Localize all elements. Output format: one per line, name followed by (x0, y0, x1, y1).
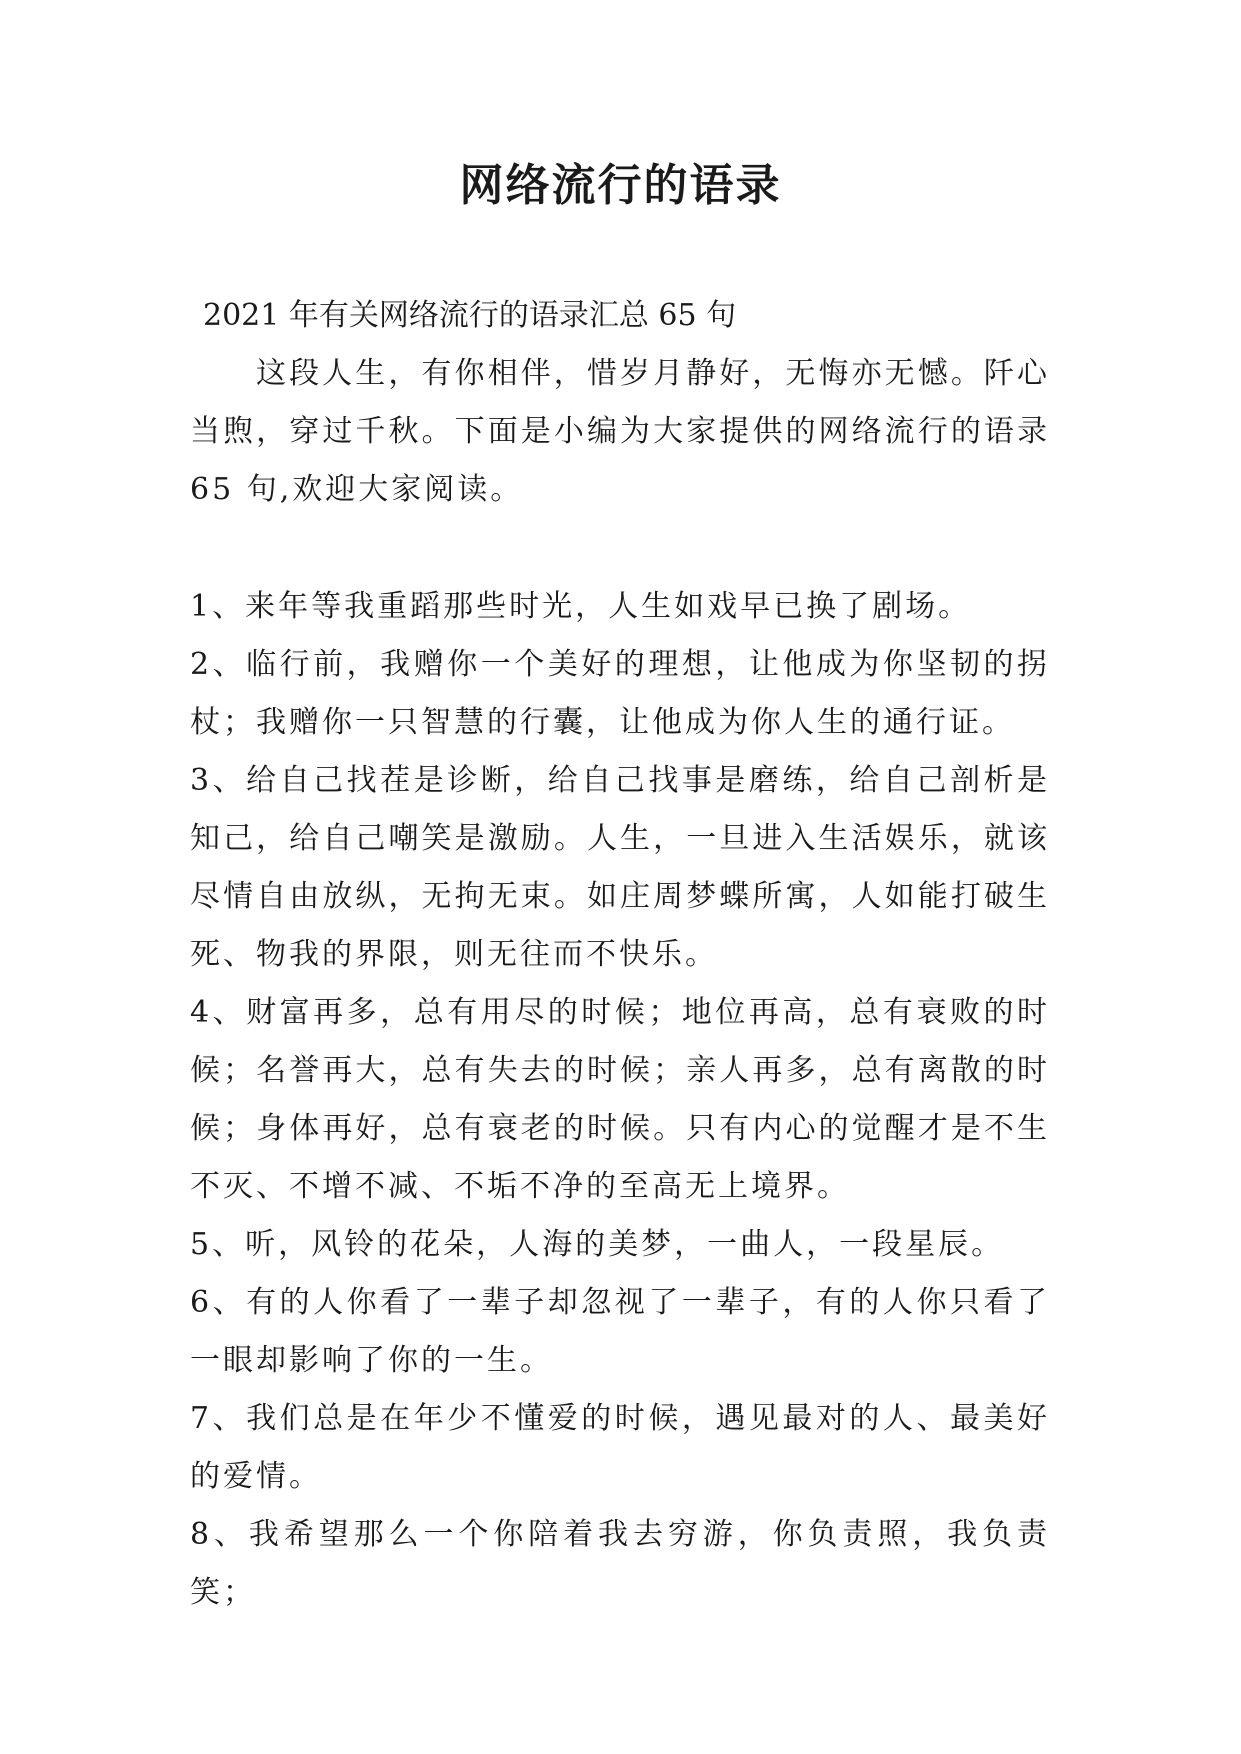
quote-list (190, 578, 1050, 1622)
document-title: 网络流行的语录 (459, 160, 782, 211)
list-item: 1、来年等我重蹈那些时光，人生如戏早已换了剧场。 (190, 589, 972, 624)
list-item: 7、我们总是在年少不懂爱的时候，遇见最对的人、最美好的爱情。 (190, 1401, 1050, 1494)
list-item: 6、有的人你看了一辈子却忽视了一辈子，有的人你只看了一眼却影响了你的一生。 (190, 1285, 1050, 1378)
list-item: 3、给自己找茬是诊断，给自己找事是磨练，给自己剖析是知己，给自己嘲笑是激励。人生，一旦进入生活娱乐，就该尽情自由放纵，无拘无束。如庄周梦蝶所寓，人如能打破生死、物我的界限，则无往而不快乐。 (190, 763, 1050, 972)
document-subtitle: 2021 年有关网络流行的语录汇总 65 句 (203, 298, 737, 333)
list-item: 8、我希望那么一个你陪着我去穷游，你负责照，我负责笑； (190, 1517, 1050, 1610)
list-item: 5、听，风铃的花朵，人海的美梦，一曲人，一段星辰。 (190, 1227, 1005, 1262)
intro-paragraph: 这段人生，有你相伴，惜岁月静好，无悔亦无憾。阡心当煦，穿过千秋。下面是小编为大家提供的网络流行的语录 65 句,欢迎大家阅读。 (190, 356, 1050, 507)
list-item: 4、财富再多，总有用尽的时候；地位再高，总有衰败的时候；名誉再大，总有失去的时候；亲人再多，总有离散的时候；身体再好，总有衰老的时候。只有内心的觉醒才是不生不灭、不增不减、不垢不净的至高无上境界。 (190, 995, 1050, 1204)
list-item: 2、临行前，我赠你一个美好的理想，让他成为你坚韧的拐杖；我赠你一只智慧的行囊，让他成为你人生的通行证。 (190, 647, 1050, 740)
